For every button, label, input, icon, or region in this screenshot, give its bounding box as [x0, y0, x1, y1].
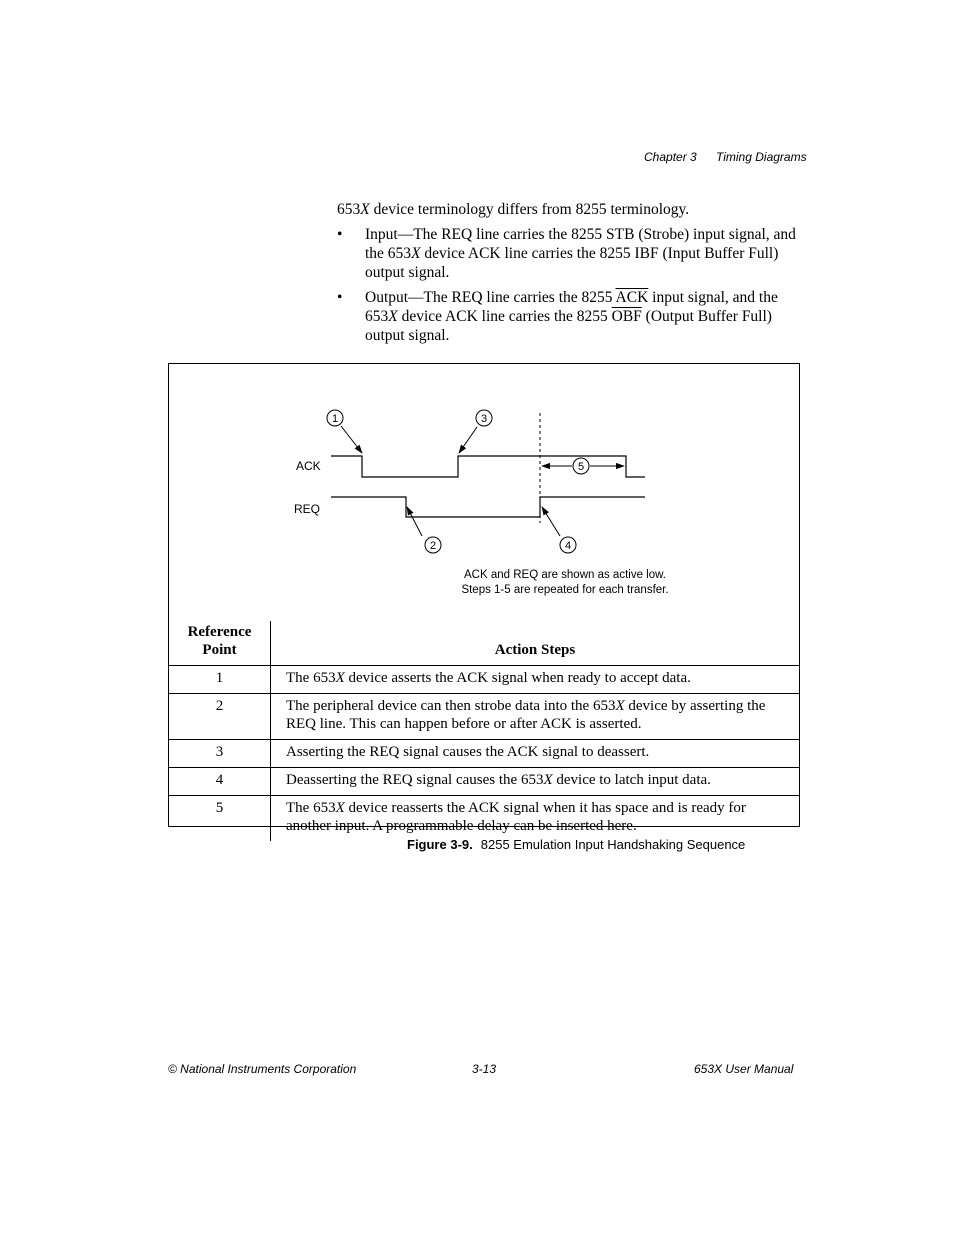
- figure-caption-label: Figure 3-9.: [407, 837, 473, 852]
- action-x: X: [615, 698, 625, 714]
- output-text-b: input signal, and the 653: [365, 289, 778, 325]
- marker-2: [425, 537, 441, 553]
- input-x: X: [411, 245, 421, 262]
- marker-3-arrow: [459, 427, 477, 453]
- header-section-title: Timing Diagrams: [716, 150, 807, 164]
- marker-4: [560, 537, 576, 553]
- table-row: [169, 796, 799, 842]
- reference-point-cell: 5: [169, 796, 271, 842]
- ack-signal-label: ACK: [296, 459, 321, 473]
- intro-rest: device terminology differs from 8255 terminology.: [369, 201, 690, 218]
- table-row: [169, 666, 799, 694]
- ack-overline-term: $\overline{ACK}$: [615, 289, 649, 306]
- list-item-input: [337, 225, 807, 282]
- table-row: [169, 740, 799, 768]
- req-waveform: [331, 497, 645, 517]
- figure-box: [168, 363, 800, 834]
- reference-point-cell: 2: [169, 694, 271, 740]
- obf-overline-term: $\overline{OBF}$: [611, 308, 642, 325]
- bullet-icon: •: [337, 226, 343, 243]
- table-header-row: [169, 621, 799, 666]
- action-step-cell: [271, 768, 800, 796]
- figure-caption-title: 8255 Emulation Input Handshaking Sequence: [480, 837, 746, 852]
- reference-point-cell: 4: [169, 768, 271, 796]
- marker-5-label: 5: [577, 461, 585, 473]
- column-header-action-steps: Action Steps: [271, 621, 800, 666]
- action-step-cell: [271, 694, 800, 740]
- marker-3-label: 3: [480, 413, 488, 425]
- body-text: [337, 200, 807, 351]
- output-text-c: device ACK line carries the 8255: [397, 308, 612, 325]
- table-row: [169, 768, 799, 796]
- input-text-a: Input—The REQ line carries the 8255 STB (Strobe) input signal, and the 653: [365, 226, 796, 262]
- column-header-ref-line-2: Point: [202, 642, 237, 658]
- diagram-note-line-2: Steps 1-5 are repeated for each transfer.: [461, 584, 669, 596]
- terminology-list: [337, 225, 807, 345]
- input-text-b: device ACK line carries the 8255 IBF (Input Buffer Full) output signal.: [365, 245, 779, 281]
- action-text: The 653: [286, 800, 336, 816]
- action-text: device asserts the ACK signal when ready to accept data.: [344, 670, 691, 686]
- footer-page-number: 3-13: [472, 1062, 497, 1076]
- intro-paragraph: [337, 200, 807, 219]
- action-text: Deasserting the REQ signal causes the 653: [286, 772, 544, 788]
- output-text-d: (Output Buffer Full) output signal.: [365, 308, 772, 344]
- output-x: X: [388, 308, 398, 325]
- action-step-cell: [271, 666, 800, 694]
- reference-point-cell: 1: [169, 666, 271, 694]
- running-header: [0, 150, 954, 166]
- reference-point-cell: 3: [169, 740, 271, 768]
- marker-4-arrow: [542, 507, 560, 536]
- figure-caption: [407, 837, 745, 852]
- list-item-output: [337, 288, 807, 345]
- output-text-a: Output—The REQ line carries the 8255: [365, 289, 616, 306]
- action-x: X: [335, 670, 345, 686]
- intro-prefix: 653: [337, 201, 361, 218]
- marker-2-arrow: [407, 507, 422, 536]
- marker-1-arrow: [341, 426, 362, 453]
- action-text: The 653: [286, 670, 336, 686]
- timing-diagram: [169, 364, 799, 621]
- footer-manual-title: 653X User Manual: [694, 1062, 794, 1076]
- action-steps-table: [169, 621, 799, 841]
- action-step-cell: [271, 796, 800, 842]
- action-step-cell: Asserting the REQ signal causes the ACK signal to deassert.: [271, 740, 800, 768]
- req-signal-label: REQ: [294, 502, 321, 516]
- action-x: X: [543, 772, 553, 788]
- diagram-note-line-1: ACK and REQ are shown as active low.: [464, 569, 666, 581]
- marker-5: [573, 458, 589, 474]
- header-chapter: Chapter 3: [644, 150, 697, 164]
- table-row: [169, 694, 799, 740]
- action-text: device reasserts the ACK signal when it has space and is ready for another input. A programmable delay can be inserted here.: [286, 800, 746, 834]
- column-header-ref-line-1: Reference: [187, 624, 252, 640]
- marker-2-label: 2: [429, 540, 437, 552]
- marker-3: [476, 410, 492, 426]
- marker-4-label: 4: [564, 540, 572, 552]
- action-text: The peripheral device can then strobe data into the 653: [286, 698, 616, 714]
- marker-1: [327, 410, 343, 426]
- column-header-reference-point: [169, 621, 271, 666]
- marker-1-label: 1: [331, 413, 339, 425]
- footer-copyright: © National Instruments Corporation: [168, 1062, 357, 1076]
- intro-x: X: [360, 201, 370, 218]
- action-text: device by asserting the REQ line. This can happen before or after ACK is asserted.: [286, 698, 766, 732]
- action-x: X: [335, 800, 345, 816]
- action-text: device to latch input data.: [552, 772, 711, 788]
- bullet-icon: •: [337, 289, 343, 306]
